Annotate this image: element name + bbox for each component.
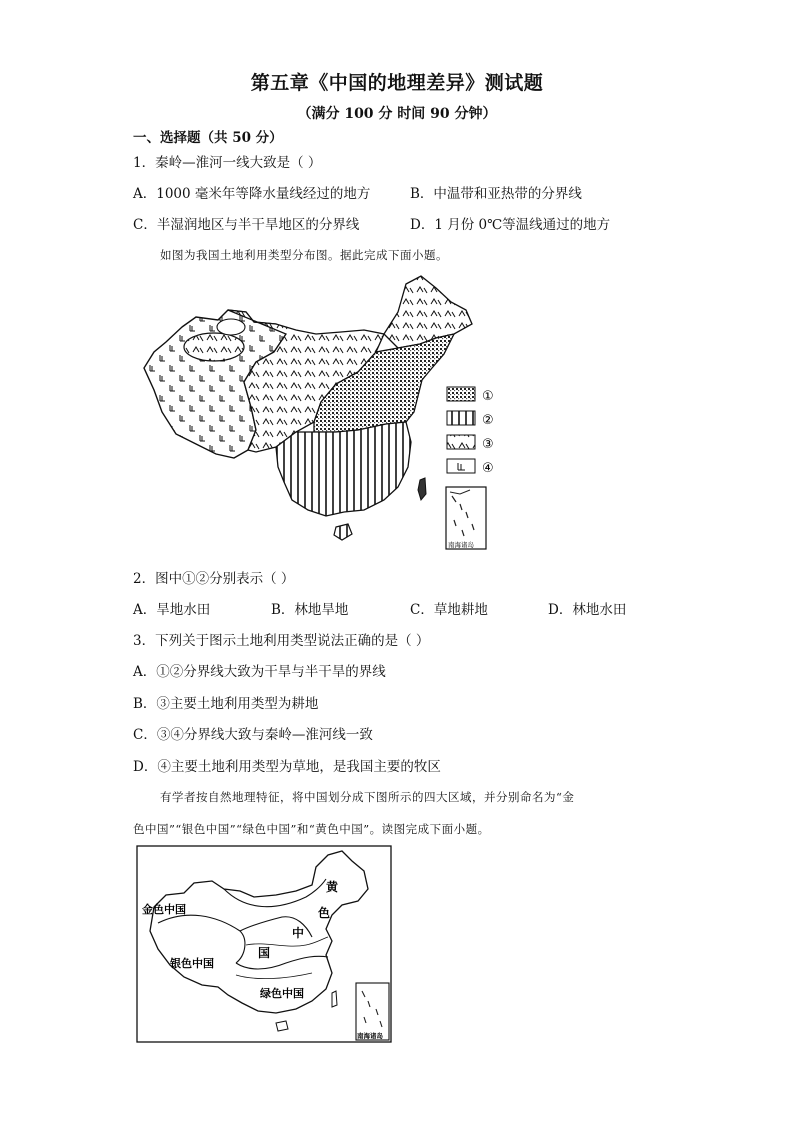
four-regions-map — [136, 845, 392, 1043]
q3-stem: 3．下列关于图示土地利用类型说法正确的是（ ） — [133, 633, 430, 649]
label-gold-china: 金色中国 — [142, 903, 186, 916]
q1-option-a: A．1000 毫米年等降水量线经过的地方 — [133, 186, 371, 202]
page-subtitle: （满分 100 分 时间 90 分钟） — [297, 106, 497, 122]
inset-label: 南海诸岛 — [357, 1032, 383, 1040]
q1-option-b: B．中温带和亚热带的分界线 — [410, 186, 582, 202]
legend-swatch-1 — [447, 387, 475, 401]
q3-option-d: D．④主要土地利用类型为草地，是我国主要的牧区 — [133, 759, 441, 775]
page-title: 第五章《中国的地理差异》测试题 — [250, 72, 544, 94]
q2-option-c: C．草地耕地 — [410, 602, 488, 618]
legend-label-4: ④ — [482, 461, 494, 476]
q3-option-c: C．③④分界线大致与秦岭—淮河线一致 — [133, 727, 373, 743]
legend-swatch-3 — [447, 435, 475, 449]
hainan-island — [334, 524, 352, 540]
basin-outline — [184, 333, 244, 361]
legend-swatch-2 — [447, 411, 475, 425]
q1-stem: 1．秦岭—淮河一线大致是（ ） — [133, 155, 322, 171]
q3-option-b: B．③主要土地利用类型为耕地 — [133, 696, 319, 712]
label-yellow-4: 国 — [258, 946, 271, 960]
map2-intro-line1: 有学者按自然地理特征，将中国划分成下图所示的四大区域，并分别命名为“金 — [160, 790, 575, 804]
q1-option-c: C．半湿润地区与半干旱地区的分界线 — [133, 217, 360, 233]
q2-stem: 2．图中①②分别表示（ ） — [133, 571, 295, 587]
zone-3-northeast — [384, 276, 472, 348]
label-yellow-2: 色 — [318, 906, 331, 920]
legend-label-1: ① — [482, 389, 494, 404]
q2-option-d: D．林地水田 — [548, 602, 627, 618]
q3-option-a: A．①②分界线大致为干旱与半干旱的界线 — [133, 664, 386, 680]
legend-label-2: ② — [482, 413, 494, 428]
basin-outline-small — [217, 319, 245, 335]
taiwan-island — [418, 478, 426, 500]
label-silver-china: 银色中国 — [170, 957, 214, 970]
south-china-sea-inset — [446, 487, 486, 549]
section-heading: 一、选择题（共 50 分） — [133, 130, 283, 146]
south-china-sea-inset — [356, 983, 389, 1040]
map2-intro-line2: 色中国”“银色中国”“绿色中国”和“黄色中国”。读图完成下面小题。 — [133, 822, 490, 836]
zone-2-region — [276, 422, 411, 516]
q1-option-d: D．1 月份 0℃等温线通过的地方 — [410, 217, 611, 233]
map1-intro: 如图为我国土地利用类型分布图。据此完成下面小题。 — [160, 248, 448, 262]
label-green-china: 绿色中国 — [260, 987, 304, 1000]
map-legend — [447, 387, 494, 476]
label-yellow-3: 中 — [292, 926, 305, 940]
legend-label-3: ③ — [482, 437, 494, 452]
land-use-map — [136, 272, 498, 554]
q2-option-a: A．旱地水田 — [133, 602, 211, 618]
label-yellow-1: 黄 — [326, 880, 339, 894]
inset-label: 南海诸岛 — [448, 541, 474, 549]
q2-option-b: B．林地旱地 — [271, 602, 349, 618]
